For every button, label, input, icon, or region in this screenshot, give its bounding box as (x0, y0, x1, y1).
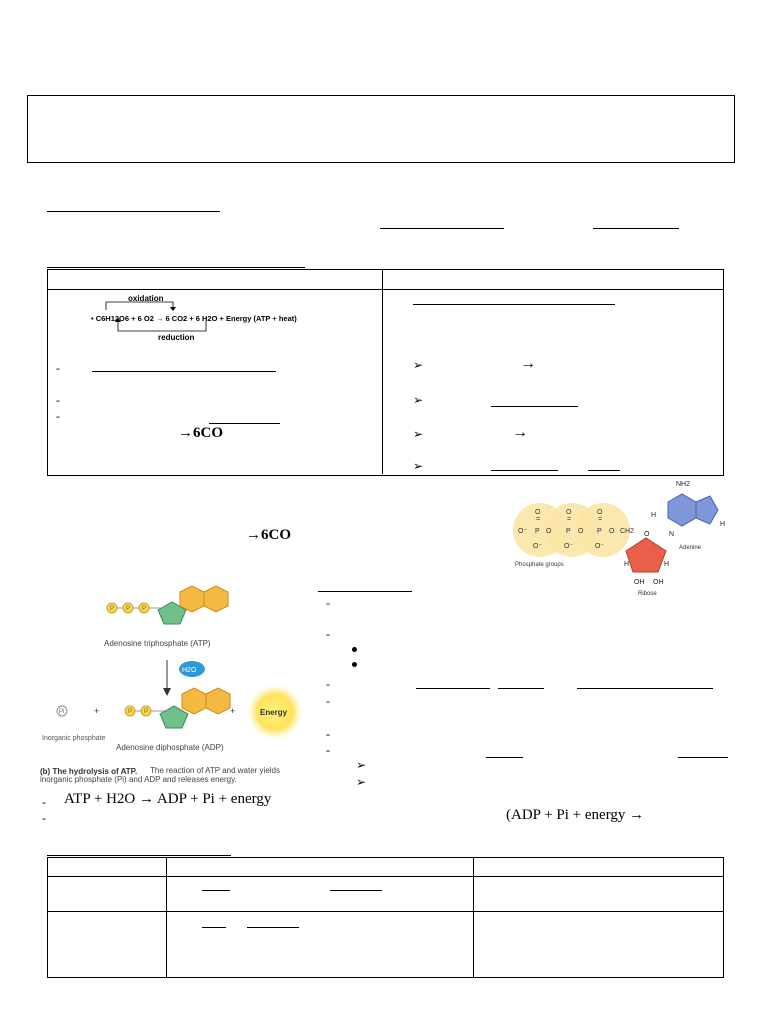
ribose-h: H (664, 561, 670, 568)
atom-o: O (578, 528, 584, 535)
adenine-nh2: NH2 (676, 481, 691, 488)
atom-ch2: CH2 (620, 528, 635, 535)
double-bond: = (567, 516, 572, 523)
dash-bullet: - (42, 811, 46, 825)
blank-line (209, 423, 280, 424)
table-heading-underline (47, 855, 231, 856)
table-heading-underline (47, 267, 305, 268)
p-letter: P (128, 709, 133, 715)
adenine-label: Adenine (679, 545, 702, 551)
title-box (27, 95, 735, 163)
table-column-divider (166, 857, 167, 977)
atom-o-minus: O⁻ (564, 543, 574, 550)
blank-line (678, 757, 728, 758)
atom-o-minus: O⁻ (518, 528, 528, 535)
plus-sign: + (94, 706, 100, 716)
blank-line (247, 927, 299, 928)
blank-line (498, 688, 544, 689)
blank-line (330, 890, 382, 891)
ribose-oh: OH (653, 579, 664, 586)
blank-line (202, 890, 230, 891)
atom-o: O (609, 528, 615, 535)
atom-o: O (535, 509, 541, 516)
atp-hydrolysis-diagram (40, 578, 310, 790)
atom-p: P (535, 528, 540, 535)
p-letter: P (144, 709, 149, 715)
blank-line (380, 228, 504, 229)
adenine-h: H (651, 512, 657, 519)
dash-bullet: - (56, 409, 60, 423)
blank-line (486, 757, 523, 758)
table-row-divider (47, 876, 723, 877)
atom-o: O (597, 509, 603, 516)
adenine-n: N (669, 531, 675, 538)
dash-bullet: - (326, 677, 330, 691)
dash-bullet: - (326, 694, 330, 708)
left-cell-formula: →6CO (178, 425, 223, 441)
round-bullet (352, 647, 357, 652)
h2o-label: H2O (182, 667, 197, 674)
middle-formula: →6CO (246, 527, 291, 543)
double-bond: = (536, 516, 541, 523)
pi-symbol: Pi (59, 709, 65, 715)
atp-synthesis-equation: (ADP + Pi + energy → (506, 807, 645, 823)
dash-bullet: - (56, 361, 60, 375)
table-header-divider (47, 289, 723, 290)
blank-line (593, 228, 679, 229)
arrow-bullet: ➢ (356, 758, 367, 772)
arrow-bullet: ➢ (413, 459, 424, 473)
hydrolysis-caption-body: The reaction of ATP and water yields inorganic phosphate (Pi) and ADP and releases energy. (40, 766, 280, 784)
dash-bullet: - (326, 743, 330, 757)
blank-line (416, 688, 490, 689)
blank-line (588, 470, 620, 471)
table-row-divider (47, 911, 723, 912)
oxidation-label: oxidation (128, 294, 164, 303)
arrow-symbol: → (512, 424, 528, 441)
atom-o: O (546, 528, 552, 535)
arrow-symbol: → (520, 355, 536, 372)
phosphate-groups-label: Phosphate groups (515, 562, 564, 568)
hydrolysis-caption: (b) The hydrolysis of ATP. (40, 767, 138, 776)
arrow-bullet: ➢ (413, 358, 424, 372)
atp-label: Adenosine triphosphate (ATP) (104, 639, 211, 648)
atom-o-minus: O⁻ (595, 543, 605, 550)
dash-bullet: - (326, 727, 330, 741)
section-heading-underline (318, 591, 412, 592)
p-letter: P (110, 606, 115, 612)
atom-p: P (597, 528, 602, 535)
adenine-h: H (720, 521, 726, 528)
dash-bullet: - (42, 795, 46, 809)
dash-bullet: - (326, 596, 330, 610)
adp-label: Adenosine diphosphate (ADP) (116, 743, 224, 752)
round-bullet (352, 662, 357, 667)
blank-line (202, 927, 226, 928)
section-heading-underline (47, 211, 220, 212)
table-column-divider (473, 857, 474, 977)
respiration-formula: • C6H12O6 + 6 O2 → 6 CO2 + 6 H2O + Energy (ATP + heat) (91, 314, 297, 323)
ribose-oh: OH (634, 579, 645, 586)
pi-label: Inorganic phosphate (42, 735, 106, 742)
double-bond: = (598, 516, 603, 523)
atp-structure-diagram (508, 476, 740, 600)
arrow-bullet: ➢ (413, 427, 424, 441)
arrow-bullet: ➢ (413, 393, 424, 407)
blank-line (577, 688, 713, 689)
blank-line (491, 470, 558, 471)
p-letter: P (126, 606, 131, 612)
blank-line (413, 304, 615, 305)
arrow-bullet: ➢ (356, 775, 367, 789)
atp-hydrolysis-equation: ATP + H2O → ADP + Pi + energy (64, 791, 272, 807)
blank-line (92, 371, 276, 372)
energy-label: Energy (260, 708, 288, 717)
dash-bullet: - (326, 627, 330, 641)
atom-o: O (566, 509, 572, 516)
dash-bullet: - (56, 393, 60, 407)
ribose-o: O (644, 531, 650, 538)
blank-line (491, 406, 578, 407)
table-column-divider (382, 269, 383, 474)
ribose-label: Ribose (638, 591, 657, 597)
atom-o-minus: O⁻ (533, 543, 543, 550)
ribose-h: H (624, 561, 630, 568)
reduction-label: reduction (158, 333, 195, 342)
atom-p: P (566, 528, 571, 535)
p-letter: P (142, 606, 147, 612)
plus-sign: + (230, 706, 236, 716)
